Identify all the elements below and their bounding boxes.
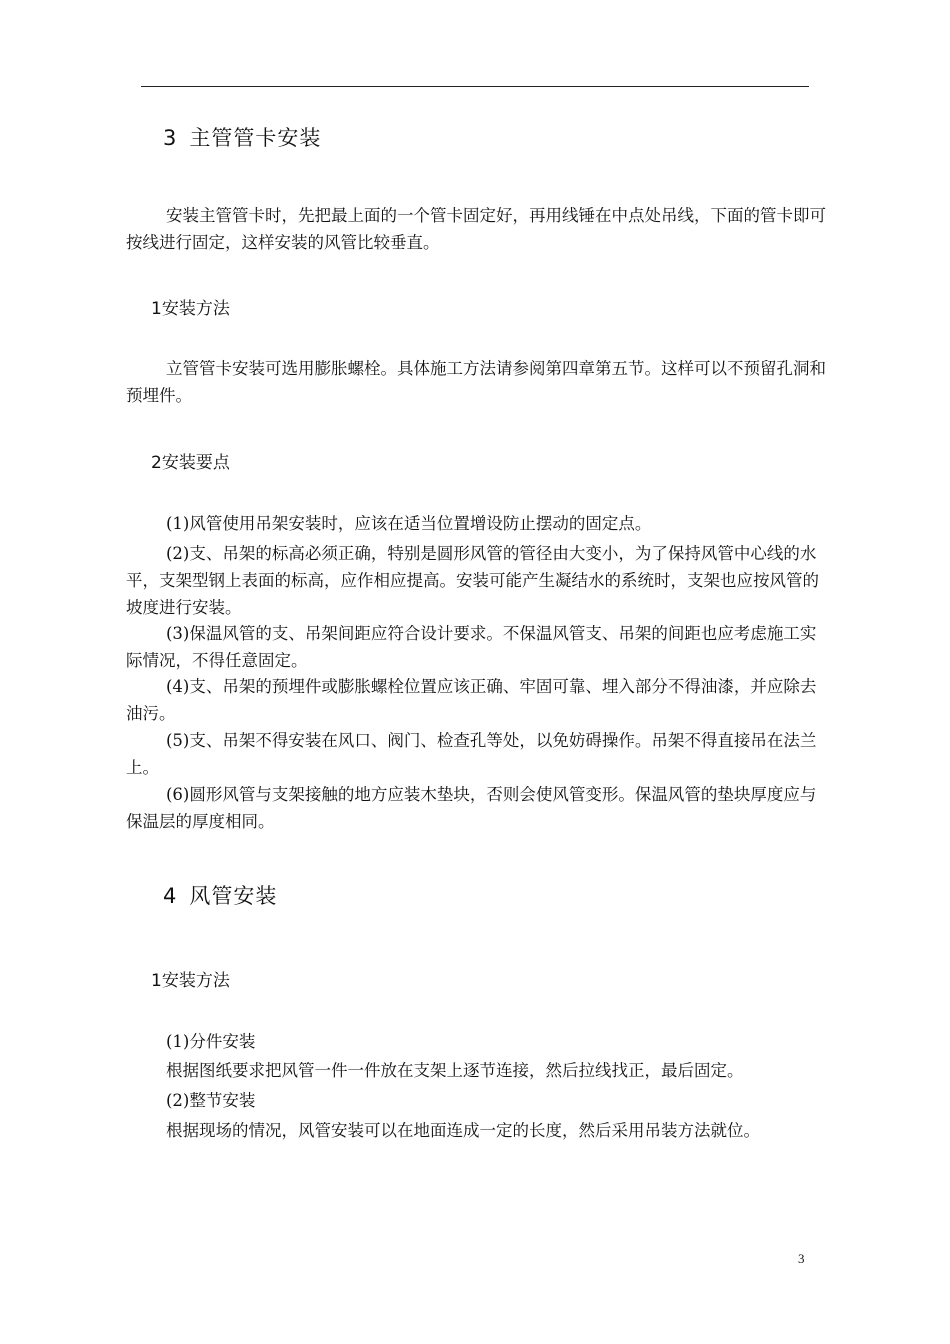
list-item: (3)保温风管的支、吊架间距应符合设计要求。不保温风管支、吊架的间距也应考虑施工实际情况，不得任意固定。 [126,624,817,670]
paragraph-intro: 安装主管管卡时，先把最上面的一个管卡固定好，再用线锤在中点处吊线，下面的管卡即可按线进行固定，这样安装的风管比较垂直。 [126,206,826,252]
subheading-install-points: 2安装要点 [151,453,230,473]
section-number: 4 [163,884,178,908]
list-item: (1)分件安装 [166,1032,256,1051]
list-item: (2)整节安装 [166,1091,256,1110]
section-heading-3 [163,122,321,152]
paragraph-install-method: 立管管卡安装可选用膨胀螺栓。具体施工方法请参阅第四章第五节。这样可以不预留孔洞和预埋件。 [126,359,826,405]
section-number: 3 [163,126,178,150]
section-title: 风管安装 [189,884,278,908]
list-item: (4)支、吊架的预埋件或膨胀螺栓位置应该正确、牢固可靠、埋入部分不得油漆，并应除去油污。 [126,677,817,723]
subheading-install-method-2: 1安装方法 [151,971,230,991]
list-item: 根据现场的情况，风管安装可以在地面连成一定的长度，然后采用吊装方法就位。 [166,1121,760,1140]
section-heading-4 [163,880,277,910]
header-rule [141,86,809,87]
page-number: 3 [798,1251,805,1266]
list-item: (5)支、吊架不得安装在风口、阀门、检查孔等处，以免妨碍操作。吊架不得直接吊在法兰上。 [126,731,817,777]
list-item: (2)支、吊架的标高必须正确，特别是圆形风管的管径由大变小，为了保持风管中心线的水平，支架型钢上表面的标高，应作相应提高。安装可能产生凝结水的系统时，支架也应按风管的坡度进行安装。 [126,544,819,617]
list-item: 根据图纸要求把风管一件一件放在支架上逐节连接，然后拉线找正，最后固定。 [166,1061,744,1080]
list-item: (1)风管使用吊架安装时，应该在适当位置增设防止摆动的固定点。 [166,514,652,533]
list-item: (6)圆形风管与支架接触的地方应装木垫块，否则会使风管变形。保温风管的垫块厚度应与保温层的厚度相同。 [126,785,817,831]
section-title: 主管管卡安装 [189,126,322,150]
subheading-install-method: 1安装方法 [151,299,230,319]
